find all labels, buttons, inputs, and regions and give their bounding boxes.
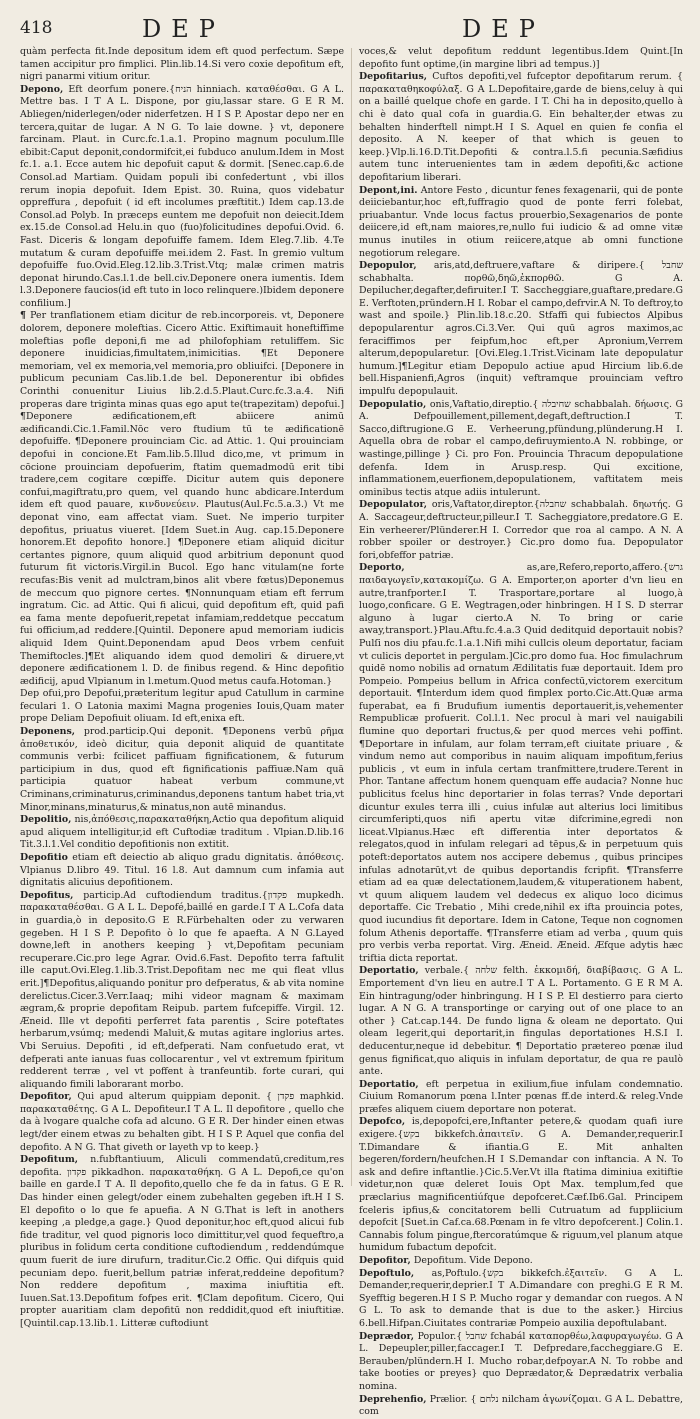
entry-headword: Deponens,	[20, 726, 76, 738]
entry-headword: Depofitus,	[20, 889, 74, 901]
entry-text: verbale.{ שלחה felth. ἐκκομιδή, διαβίβασις. G A L. Emportement d'vn lieu en autre.I T A L. Portamento. G E R M A. Ein hintragung/oder hinbringung. H I S P. El destierro para cierto lugar. A N G. A transportinge or carying out of one place to an other } Cat.cap.144. De fundo ligna & oleam ne deportato. Qui oleam legerit,qui deportarit,in fingulas deportationes H.S.I I. deducentur,neque id debebitur. ¶ Deportatio prætereo pœnæ ilud genus fignificat,quo aliquis in infulam deportatur, de qua re paulò ante.	[359, 965, 683, 1078]
dictionary-entry	[20, 814, 344, 852]
entry-text: Populor.{ שחבל fchabál καταπορθέω,λαφυραγωγέω. G A L. Depeupler,piller,faccager.I T. Defpredare,faccheggiare.G E. Berauben/plündern.H I. Mucho robar,defpoyar.A N. To robbe and take booties or preyes} quo Deprædator,& Deprædatrix verbalia nomina.	[359, 1330, 683, 1392]
entry-headword: Depofitio	[20, 852, 68, 863]
dictionary-entry	[20, 852, 344, 890]
entry-text: Eft deorfum ponere.{הניח hinniach. καταθέσθαι. G A L. Mettre bas. I T A L. Dispone, por giu,lassar stare. G E R M. Abliegen/niderlegen/oder niderfetzen. H I S P. Apostar depo ner en tercera,quitar de lugar. A N G. To laie downe. } vt, deponere farcinam. Plaut. in Curc.fc.1.a.1. Propino magnum poculum.Ille ebibit:Caput deponit,condormifcit,ei fubduco anulum.Idem in Most fc.1. a.1. Ecce autem hic depofuit caput & dormit. [Senec.cap.6.de Consol.ad Martiam. Quidam populi ibi confedertunt , vbi illos rerum inopia depofuit. Idem Epist. 30. Ruina, quos videbatur oppreffura , depofuit ( id eft incolumes præftitit.) Idem cap.13.de Consol.ad Polyb. In præceps euntem me depofuit non deiecit.Idem ex.15.de Consol.ad Helu.in quo (fuo)folicitudines depofui.Ovid. 6. Fast. Diceris & longam depofuiffe famem. Idem Eleg.7.lib. 4.Te mutatum & curam depofuiffe mei.idem 2. Fast. In gremio vultum depofuiffe fuo.Ovid.Eleg.12.lib.3.Trist.Vtq; malæ crimen matris deponat hirundo.Cas.l.1.de bell.civ.Deponere onera iumentis. Idem l.3.Deponere faucios(id eft tuto in loco relinquere.)Ibidem deponere confilium.]	[20, 83, 344, 309]
dictionary-entry	[359, 1268, 683, 1331]
entry-text: oris,Vaftator,direptor.{שחבלה schabbalah. δηωτής. G A. Saccageur,deftructeur,pilleur.I T. Sacheggiatore,predatore.G E. Ein verheerer/Plünderer.H I. Corredor que roa al campo. A N. A robber spoiler or destroyer.} Cic.pro domo fua. Depopulator fori,obfeffor patriæ.	[359, 499, 683, 561]
column-divider	[351, 48, 352, 1186]
entry-text: n.fubftantiuum, Aliculi commendatū,creditum,res depofita. פקדון pikkadhon. παρακαταθήκη. G A L. Depofi,ce qu'on baille en garde.I T A. Il depofito,quello che fe da in fatus. G E R. Das hinder einen gelegt/oder einem zubehalten gegeben ift.H I S. El depofito o lo que fe apuefia. A N G.That is left in anothers keeping ,a pledge,a gage.} Quod deponitur,hoc eft,quod alicui fub fide traditur, vel quod pignoris loco dimittitur,vel quod fequeftro,a pluribus in folidum certa conditione cuftodiendum , reddendúmque quum fuerit de iure dirufurn, traditur.Cic.2 Offic. Qui difquis quid pecuniam depo. fuerit,bellum patriæ inferat,reddeine depofitum? Non reddere depofitum , maxima iniuftitia eft. Iuuen.Sat.13.Depofitum fofpes erit. ¶Clam depofitum. Cicero, Qui propter auaritiam clam depofitū non reddidit,quod eft iniuftitiæ. [Quintil.cap.13.lib.1. Litteræ cuftodiunt	[20, 1154, 345, 1329]
dictionary-entry	[359, 562, 683, 965]
page-header	[0, 0, 700, 46]
entry-headword: Deportatio,	[359, 965, 419, 977]
dictionary-entry	[359, 185, 683, 261]
entry-headword: Depofitum,	[20, 1154, 79, 1166]
entry-headword: Depofitor,	[20, 1091, 72, 1103]
dictionary-entry	[20, 688, 344, 726]
entry-text: Qui apud alterum quippiam deponit. { פקדן maphkid. παρακαταθέτης. G A L. Depofiteur.I T A L. Il depofitore , quello che da à lvogare qualche cofa ad alcuno. G E R. Der hinder einen etwas legt/der einem etwas zu behalten gibt. H I S P. Aquel que confia del depofito. A N G. That giveth or layeth vp to keep.}	[20, 1091, 344, 1153]
entry-text: Per tranflationem etiam dicitur de reb.incorporeis. vt, Deponere dolorem, deponere moleftias. Cicero Attic. Exiftimauit honeftiffime moleftias pofle deponi,fi me ad philofophiam retuliffem. Sic deponere inuidicias,fimultatem,inimicitias. ¶Et Deponere memoriam, vel ex memoria,vel memoria,pro obliuifci. [Deponere in publicum pecuniam Cas.lib.1.de bel. Deponerentur ibi obfides Corinthi conuenitur Liuius lib.2.d.5.Plaut.Curc.fc.3.a.4. Nifi properas dare triginta minas quas ego aput te(trapezitam) depofui.] ¶Deponere ædificationem,eft abiicere animū ædificandi.Cic.1.Famil.Nōc vero ftudium tū te ædificationē depofuiffe. ¶Deponere prouinciam Cic. ad Attic. 1. Qui prouinciam depofui in concione.Et Fam.lib.5.Illud dico,me, vt primum in cōcione prouinciam depofuerim, ftatim quemadmodū erit tibi tradere,cem cogitare cœpiffe. Dicitur autem quis deponere confui,magiftratu,pro quem, vel quando hunc abdicare.Interdum idem eft quod pauare, κινδυνεύειν. Plautus(Aul.Fc.5.a.3.) Vt me deponat vino, eam affectat viam. Suet. Ne imperio turpiter depofitus, priuatus viueret. [Idem Suet.in Aug. cap.15.Deponere honorem.Et depofito honore.] ¶Deponere etiam aliquid dicitur certantes pignore, quum aliquid quod arbitrium deponunt quod futurum fit victoris.Virgil.in Bucol. Ego hanc vitulam(ne forte recufas:Bis venit ad mulctram,binos alit vbere fœtus)Deponemus de meccum quo pignore certes. ¶Nonnunquam etiam eft ferrum ingratum. Cic. ad Attic. Qui fi alicui, quid depofitum eft, quid pafi ea fama mente depofuerit,repetat infamiam,reddetque peccatum fui officium,ad reddere.[Quintil. Deponere apud memoriam iudicis aliquid Idem Quint.Deponendam apud Deos vrbem cenfuit Themiftocles.]¶Et aliquando idem quod demoliri & diruere,vt deponere ædificationem l. D. de finibus regend. & Hinc depofitio ædificij, apud Vlpianum in l.metum.Quod metus caufa.Hotoman.}	[20, 310, 344, 687]
entry-text: Cuftos depofiti,vel fufceptor depofitarum rerum. { παρακαταθηκοφύλαξ. G A L.Depofitaire,garde de biens,celuy à qui on a baillé quelque chofe en garde. I T. Chi ha in deposito,quello à chi è dato qual cofa in guardia.G. Ein behalter,der etwas zu behalten hinderftell nimpt.H I S. Aquel en quien fe confia el deposito. A N. keeper of that which is geuen to keep.}Vlp.li.16.D.Tit.Depofiti & contra.l.5.fi pecunia.Sæfidius autem tunc interuenientes tam in ædem depofiti,&c actione depofitarium liberari.	[359, 71, 684, 183]
entry-text: voces,& velut depofitum reddunt legentibus.Idem Quint.[In depofito funt optime,(in margine libri ad tempus.)]	[359, 46, 683, 70]
entry-headword: ¶	[20, 310, 26, 322]
dictionary-entry	[20, 890, 344, 1092]
entry-headword: Depofitor,	[359, 1255, 411, 1266]
entry-text: etiam eft deiectio ab aliquo gradu dignitatis. ἀπόθεσις. Vlpianus D.libro 49. Titul. 16 l.8. Aut damnum cum infamia aut dignitatis alicuius depofitionem.	[20, 852, 345, 889]
entry-text: nis,ἀπόθεσις,παρακαταθήκη,Actio qua depofitum aliquid apud aliquem intelligitur,id eft Cuftodiæ traditum . Vlpian.D.lib.16 Tit.3.l.1.Vel conditio depofitionis non extitit.	[20, 814, 344, 851]
dictionary-entry	[359, 499, 683, 562]
entry-headword: Depopulatio,	[359, 398, 427, 410]
dictionary-entry	[20, 726, 344, 814]
entry-text: as,are,Refero,reporto,affero.{גרש παιδαγωγεῖν,κατακομίζω. G A. Emporter,on aporter d'vn lieu en autre,tranfporter.I T. Trasportare,portare al luogo,à luogo,conficare. G E. Wegtragen,oder hinbringen. H I S. D sterrar alguno à lugar cierto.A N. To bring or carie away,transport.}Plau.Aftu.fc.4.a.3 Quid deditquid deportauit nobis? Pulſi nos diu pfau.fc.1.a.1.Nifi mihi cullcis oleum deportatur, faciam vt culicis deportet in pergulam.]Cic.pro domo fua. Hoc fimulachrum quidē nomo nobilis ad ornatum Ædilitatis fuæ deportauit. Idem pro Pompeio. Pompeius bellum in Africa confectū,victorem exercitum deportauit. ¶Interdum idem quod fimplex porto.Cic.Att.Quæ arma fuperabat, ea fi Brudufium iumentis deportauerit,is,vehementer Rempublicæ profuerit. Col.l.1. Nec procul à mari vel nauigabili flumine quo deportari fructus,& per quod merces vehi poffint. ¶Deportare in infulam, aur folam terram,eft ciuitate priuare , & vindum nemo aut comporibus in nauim aliquam impofitum,ferius publicis , vt eum in infula certam tranfmittere,trudere.Terent in Phor. Tantane affectum honem quenquam effe audacia? Nonne huc publicitus fcelus hinc deportarier in folas terras? Vnde deportari dicuntur exules terra illi , cuius infulæ aut alterius loci limitibus circumferipti,quos nifi apertu vitæ difcrimine,egredi non liceat.Vlpianus.Hæc eft differentia inter deportatos & relegatos,quod in infulam relegari ad tēpus,& in perpetuum quis poteft:deportatos autem nos accipere debemus , quibus principes infulas adnotarūt,vt de quibus deportandis fcripfit. ¶Transferre etiam ad ea quæ delectationem,laudem,& vituperationem habent, vt quum aliquem laudem vel dedecus ex aliquo loco dicimus deportaffe. Cic Trebatio , Mihi crede,nihil ex ifta prouincia potes, quod iucundius fit deportare. Idem in Catone, Teque non cognomen folum Athenis deportaffe. ¶Transferre etiam ad verba , quum quis pro verbis verba reportat. Virg. Æneid. Æneid. Æfque adytis hæc triftia dicta reportat.	[359, 562, 683, 964]
dictionary-entry	[359, 46, 683, 71]
entry-headword: Depolitio,	[20, 814, 72, 826]
dictionary-entry	[359, 1079, 683, 1117]
entry-headword: Deportatio,	[359, 1078, 419, 1090]
entry-text: onis,Vaftatio,direptio.{ שחיבלה schabbalah. δήωσις. G A. Defpouillement,pillement,degaft,deftruction.I T. Sacco,diftrugione.G E. Verheerung,pfündung,plünderung.H I. Aquella obra de robar el campo,defiruymiento.A N. robbinge, or wastinge,pillinge } Ci. pro Fon. Prouincia Thracum depopulatione defenfa. Idem in Arusp.resp. Qui excitione, inflammationem,euerfionem,depopulationem, vaftitatem meis ominibus tectis atque adiis intulerunt.	[359, 398, 683, 498]
dictionary-entry	[359, 399, 683, 500]
entry-text: as,Poftulo.{בקש bikkefch.ἐξαιτεῖν. G A L. Demander,requerir,deprier.I T A.Dimandare con preghi.G E R M. Syefftig begeren.H I S P. Mucho rogar y demandar con ruegos. A N G L. To ask to demande that is due to the asker.} Hircius 6.bell.Hifpan.Ciuitates contrariæ Pompeio auxilia depoftulabant.	[359, 1267, 683, 1329]
entry-headword: Depopulor,	[359, 260, 417, 272]
dictionary-entry	[359, 1331, 683, 1394]
dictionary-entry	[359, 260, 683, 399]
entry-text: Antore Festo , dicuntur fenes fexagenarii, qui de ponte deiiciebantur,hoc eft,fuffragio quod de ponte ferri folebat, priuabantur. Vnde locus factus prouerbio,Sexagenarios de ponte deiicere,id eft,nam maiores,re,nullo fui iudicio & ad omne vitæ munus inutiles in otium reiicere,atque ab omni functione negotiorum relegare.	[359, 184, 683, 259]
entry-text: is,depopofci,ere,Inftanter petere,& quodam quafi iure exigere.{בקש bikkefch.ἀπαιτεῖν. G A. Demander,requerir.I T.Dimandare & ifiantia.G E. Mit anhalten begeren/fordern/heufchen.H I S.Demandar con inftancia. A N. To ask and defire inftantlie.}Cic.5.Ver.Vt illa ftatima diminiua exitiftie videtur,non quæ deleret Iouis Opt Max. templum,fed que præclarius magnificentiúfque depofceret.Cæf.Ib6.Gal. Principem fceleris ipfius,& concitatorem belli Cutruatum ad fuppliicium depofcit [Suet.in Caf.ca.68.Pœnam in fe vltro depofcerent.] Colin.1. Cannabis folum pingue,ftercoratúmque & riguum,vel planum atque humidum fubactum depofcit.	[359, 1116, 683, 1254]
dictionary-entry	[20, 46, 344, 84]
entry-headword: Deprædor,	[359, 1330, 415, 1342]
dictionary-entry	[20, 84, 344, 311]
entry-text: prod.particip.Qui deponit. ¶Deponens verbū ρῆμα ἀποθετικόν, ideò dicitur, quia deponit aliquid de quantitate communis verbi: fcilicet paffiuam fignificationem, & futurum participium in dus, quod eft fignificationis paffiuæ.Nam quā participia quatuor habeat verbum commune,vt Criminans,criminaturus,criminandus,deponens tantum habet tria,vt Minor,minans,minaturus,& minatus,non autē minandus.	[20, 726, 344, 813]
dictionary-entry	[359, 1116, 683, 1255]
running-head-right: DEP	[462, 15, 545, 43]
entry-text: Dep ofui,pro Depofui,præteritum legitur apud Catullum in carmine feculari 1. O Latonia maximi Magna progenies Iouis,Quam mater prope Deliam Depofiuit oliuam. Id eft,enixa eft.	[20, 688, 344, 725]
entry-headword: Depofco,	[359, 1116, 406, 1128]
entry-text: eft perpetua in exilium,fiue infulam condemnatio. Ciuium Romanorum pœna l.Inter pœnas ff.de interd.& releg.Vnde præfes aliquem ciuem deportare non poterat.	[359, 1078, 683, 1115]
entry-text: Depofitum. Vide Depono.	[413, 1255, 533, 1266]
page-number: 418	[20, 18, 53, 38]
running-head-left: DEP	[142, 15, 225, 43]
entry-headword: Depofitarius,	[359, 71, 427, 83]
entry-headword: Deprehenfio,	[359, 1393, 427, 1405]
entry-text: Prælior. { נלחם nilcham ἀγωνίζομαι. G A L. Debattre, com	[359, 1393, 683, 1418]
dictionary-entry	[359, 1255, 683, 1268]
dictionary-entry	[359, 965, 683, 1078]
left-column	[20, 46, 345, 1329]
entry-headword: Depoftulo,	[359, 1267, 415, 1279]
entry-headword: Deporto,	[359, 562, 405, 574]
entry-text: aris,atd,deftruere,vaftare & diripere.{ שחבל schabhalta. πορθῶ,δηῶ,ἐκπορθῶ. G A. Depilucher,degafter,defiruiter.I T. Saccheggiare,guaftare,predare.G E. Verftoten,pründern.H I. Robar el campo,defrvir.A N. To deftroy,to wast and spoile.} Plin.lib.18.c.20. Stfaffi qui fubiectos Alpibus depopularentur agros.Ci.3.Ver. Qui quū agros maximos,ac feraciffimos per feipfum,hoc eft,per Apronium,Verrem alterum,depopularetur. [Ovi.Eleg.1.Trist.Vicinam late depopulatur humum.]¶Legitur etiam Depopulo actiue apud Hircium lib.6.de bell.Hispanienfi,Agros (inquit) veftramque prouinciam veftro impulfu depopulauit.	[359, 260, 684, 398]
dictionary-entry	[20, 1154, 344, 1330]
right-column	[359, 46, 684, 1418]
dictionary-entry	[359, 71, 683, 184]
entry-headword: Depopulator,	[359, 499, 428, 511]
dictionary-entry	[20, 1091, 344, 1154]
entry-headword: Depont,ini.	[359, 184, 418, 196]
dictionary-entry	[359, 1394, 683, 1419]
dictionary-entry	[20, 310, 344, 688]
entry-text: quàm perfecta fit.Inde depositum idem eft quod perfectum. Sæpe tamen accipitur pro fimplici. Plin.lib.14.Si vero coxie depofitum eft, nigri panarmi vitium oritur.	[20, 46, 344, 83]
entry-text: particip.Ad cuftodiendum traditus.{פקדון mupkedh. παρακαταθέσθαι. G A L L. Depofé,baillé en garde.I T A L.Cofa data in guardia,ò in deposito.G E R.Fürbehalten oder zu verwaren gegeben. H I S P. Depofito ò lo que fe apaefta. A N G.Layed downe,left in anothers keeping } vt,Depofitam pecuniam recuperare.Cic.pro lege Agrar. Ovid.6.Fast. Depofito terra faftulit ille caput.Ovi.Eleg.1.lib.3.Trist.Depofitam nec me qui fleat vllus erit.]¶Depofitus,aliquando ponitur pro defperatus, & ab vita nomine derelictus.Cicer.3.Verr.Iaaq; mihi videor magnam & maximam ægram,& proprie depofitam Reipub. partem fufcepiffe. Virgil. 12. Æneid. Ille vt depofiti perferret fata parentis , Scire poteftates herbarum,vsúmq; medendi Maluit,& mutas agitare inglorius artes. Vbi Seruius. Depofiti , id eft,defperati. Nam confuetudo erat, vt defperati ante ianuas fuas collocarentur , vel vt extremum fpiritum redderent terræ , vel vt poffent à tranfeuntib. forte curari, qui aliquando fimili laborarant morbo.	[20, 889, 344, 1090]
entry-headword: Depono,	[20, 83, 64, 95]
